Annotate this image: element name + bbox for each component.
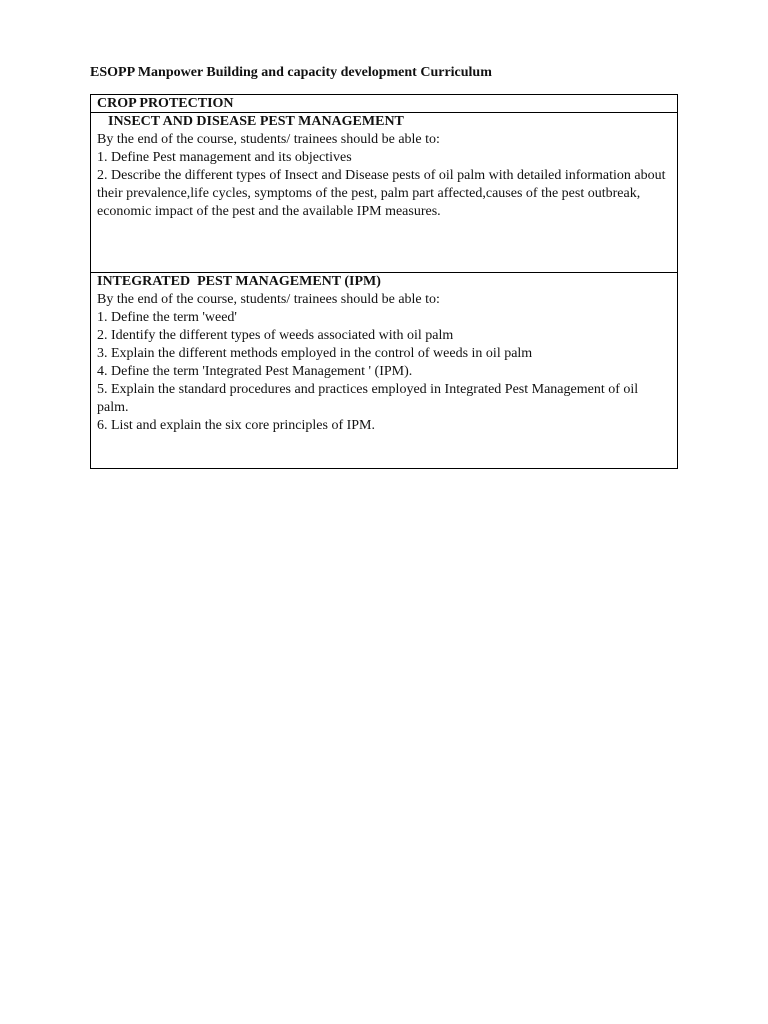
insect-disease-objective-1: 1. Define Pest management and its objectives [97, 150, 352, 165]
insect-disease-cell [91, 113, 678, 273]
insect-disease-heading: INSECT AND DISEASE PEST MANAGEMENT [108, 114, 404, 129]
ipm-objective-3: 3. Explain the different methods employed in the control of weeds in oil palm [97, 346, 533, 361]
crop-protection-heading: CROP PROTECTION [91, 95, 678, 113]
table-row-insect-disease [91, 113, 678, 273]
ipm-objective-6: 6. List and explain the six core principles of IPM. [97, 418, 375, 433]
curriculum-table [90, 94, 678, 469]
ipm-cell [91, 273, 678, 469]
ipm-objective-2: 2. Identify the different types of weeds associated with oil palm [97, 328, 454, 343]
table-row-ipm [91, 273, 678, 469]
insect-disease-objective-2: 2. Describe the different types of Insect and Disease pests of oil palm with detailed information about their prevalence,life cycles, symptoms of the pest, palm part affected,causes of the pest outbreak, economic impact of the pest and the available IPM measures. [97, 168, 666, 219]
insect-disease-intro: By the end of the course, students/ trainees should be able to: [97, 132, 440, 147]
ipm-heading: INTEGRATED PEST MANAGEMENT (IPM) [97, 274, 381, 289]
ipm-objective-5: 5. Explain the standard procedures and practices employed in Integrated Pest Management of oil palm. [97, 382, 639, 415]
ipm-objective-4: 4. Define the term 'Integrated Pest Management ' (IPM). [97, 364, 413, 379]
table-row-crop-protection [91, 95, 678, 113]
ipm-objective-1: 1. Define the term 'weed' [97, 310, 237, 325]
document-title: ESOPP Manpower Building and capacity development Curriculum [90, 65, 492, 80]
ipm-intro: By the end of the course, students/ trainees should be able to: [97, 292, 440, 307]
